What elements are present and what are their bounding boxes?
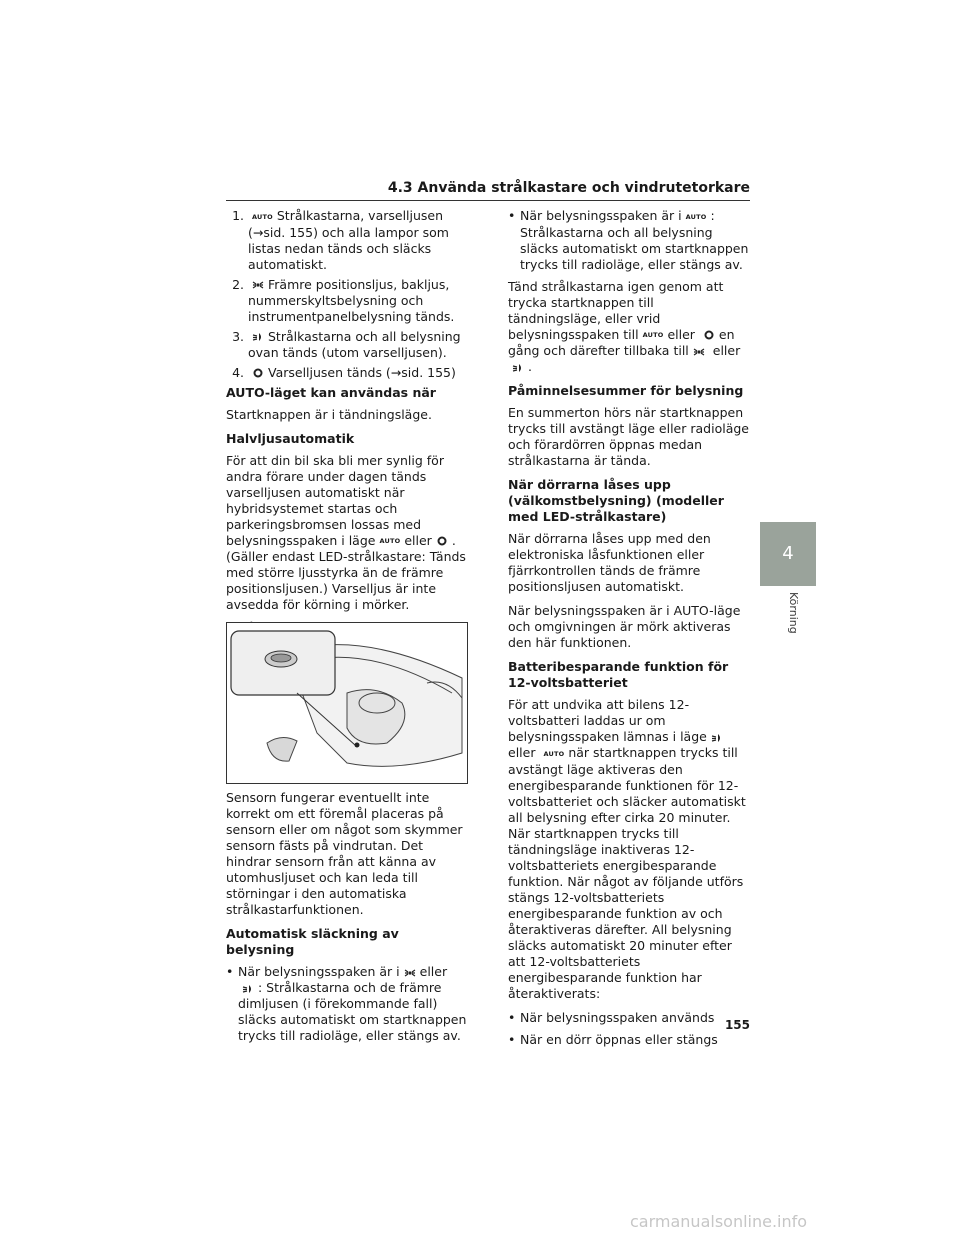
headlights-icon bbox=[512, 363, 524, 373]
list-item: 1. AUTO Strålkastarna, varselljusen (→sid. 155) och alla lampor som listas nedan tänds och släcks automatiskt. bbox=[232, 208, 449, 272]
welcome-text-2: När belysningsspaken är i AUTO-läge och omgivningen är mörk aktiveras den här funktionen. bbox=[508, 603, 741, 650]
half-heading: Halvljusautomatik bbox=[226, 430, 355, 446]
list-item: • När belysningsspaken är i eller : Strålkastarna och de främre dimljusen (i förekommande fall) släcks automatiskt om startknappen trycks till radioläge, eller stängs av. bbox=[226, 964, 467, 1043]
list-item: • När belysningsspaken används bbox=[508, 1009, 715, 1025]
auto-text: Startknappen är i tändningsläge. bbox=[226, 406, 432, 422]
welcome-heading: När dörrarna låses upp (välkomstbelysning) (modeller med LED-strålkastare) bbox=[508, 477, 724, 524]
list-item: 3. Strålkastarna och all belysning ovan tänds (utom varselljusen). bbox=[232, 328, 461, 360]
headlights-icon bbox=[252, 332, 264, 342]
drl-off-icon bbox=[252, 368, 264, 378]
drl-off-icon bbox=[436, 536, 448, 546]
half-paragraph: För att din bil ska bli mer synlig för andra förare under dagen tänds varselljusen automatiskt när hybridsystemet startas och parkeringsbromsen lossas med belysningsspaken i läge AUTO eller . (Gäller endast LED-strålkastare: Tänds med större ljusstyrka än de främre positionsljusen.) Varselljus är inte avsedda för körning i mörker. bbox=[226, 452, 466, 612]
auto-icon: AUTO bbox=[252, 212, 273, 221]
auto-icon: AUTO bbox=[685, 212, 707, 221]
drl-off-icon bbox=[703, 330, 715, 340]
position-lights-icon bbox=[693, 347, 705, 357]
chapter-tab: 4 bbox=[760, 522, 816, 586]
reminder-text: En summerton hörs när startknappen trycks till avstängt läge eller radioläge och förardörren öppnas medan strålkastarna är tända. bbox=[508, 405, 749, 468]
battery-paragraph: För att undvika att bilens 12-voltsbatteri laddas ur om belysningsspaken lämnas i läge eller AUTO när startknappen trycks till avstängt läge aktiveras den energibesparande funktionen för 12-voltsbatteriet och släcker automatiskt all belysning efter cirka 20 minuter. När startknappen trycks till tändningsläge inaktiveras 12-voltsbatteriets energibesparande funktion. När något av följande utförs stängs 12-voltsbatteriets energibesparande funktion av och återaktiveras därefter. All belysning släcks automatiskt 20 minuter efter att 12-voltsbatteriets energibesparande funktion har återaktiverats: bbox=[508, 697, 746, 1001]
list-item: • När belysningsspaken är i AUTO : Strålkastarna och all belysning släcks automatiskt om startknappen trycks till radioläge, eller stängs av. bbox=[508, 208, 749, 272]
header-divider bbox=[226, 200, 750, 201]
list-item: 4. Varselljusen tänds (→sid. 155) bbox=[232, 364, 456, 380]
battery-heading: Batteribesparande funktion för 12-voltsbatteriet bbox=[508, 659, 729, 690]
sensor-text: Sensorn fungerar eventuellt inte korrekt om ett föremål placeras på sensorn eller om något som skymmer sensorn fästs på vindrutan. Det hindrar sensorn från att känna av utomhusljuset och kan leda till störningar i den automatiska strålkastarfunktionen. bbox=[226, 790, 463, 917]
auto-icon: AUTO bbox=[379, 537, 401, 545]
sensor-illustration bbox=[226, 622, 468, 784]
reminder-heading: Påminnelsesummer för belysning bbox=[508, 383, 744, 398]
watermark: carmanualsonline.info bbox=[630, 1212, 808, 1231]
position-lights-icon bbox=[404, 968, 416, 978]
auto-icon: AUTO bbox=[543, 749, 565, 758]
right-column bbox=[508, 208, 750, 1054]
section-header: 4.3 Använda strålkastare och vindrutetorkare bbox=[387, 180, 750, 196]
welcome-text-1: När dörrarna låses upp med den elektroniska låsfunktionen eller fjärrkontrollen tänds de främre positionsljusen automatiskt. bbox=[508, 531, 711, 594]
headlights-icon bbox=[242, 984, 254, 994]
position-lights-icon bbox=[252, 280, 264, 290]
autooff-heading: Automatisk släckning av belysning bbox=[226, 926, 399, 957]
left-column-lower bbox=[226, 790, 468, 1050]
relight-paragraph: Tänd strålkastarna igen genom att trycka startknappen till tändningsläge, eller vrid belysningsspaken till AUTO eller en gång och därefter tillbaka till eller . bbox=[508, 278, 741, 374]
chapter-label: Körning bbox=[787, 592, 800, 634]
auto-icon: AUTO bbox=[642, 331, 664, 339]
left-column bbox=[226, 208, 468, 643]
headlights-icon bbox=[711, 733, 723, 743]
page-number: 155 bbox=[724, 1018, 750, 1032]
list-item: • När en dörr öppnas eller stängs bbox=[508, 1031, 718, 1047]
auto-heading: AUTO-läget kan användas när bbox=[226, 384, 436, 400]
list-item: 2. Främre positionsljus, bakljus, nummerskyltsbelysning och instrumentpanelbelysning tänds. bbox=[232, 276, 455, 324]
